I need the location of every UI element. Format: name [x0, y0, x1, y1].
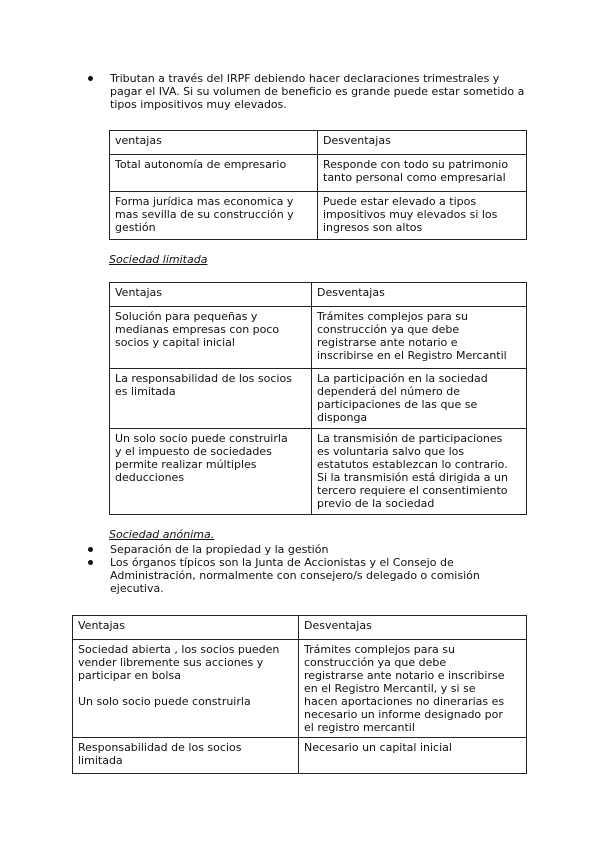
cell-desventaja: Trámites complejos para su construcción ya que debe registrarse ante notario e inscribirse en el Registro Mercantil, y si se hacen aportaciones no dinerarias es necesario un informe designado por el registro mercantil [299, 640, 527, 738]
table-row [110, 369, 527, 429]
header-ventajas: Ventajas [73, 616, 299, 640]
table-header-row [110, 283, 527, 307]
cell-ventaja: Total autonomía de empresario [110, 155, 318, 192]
table-row [110, 307, 527, 369]
heading-sociedad-limitada: Sociedad limitada [109, 253, 208, 266]
cell-desventaja: La transmisión de participaciones es voluntaria salvo que los estatutos establezcan lo contrario. Si la transmisión está dirigida a un tercero requiere el consentimiento previo de la sociedad [312, 429, 527, 515]
cell-desventaja: Responde con todo su patrimonio tanto personal como empresarial [318, 155, 527, 192]
table-row [73, 738, 527, 774]
cell-ventaja: La responsabilidad de los socios es limitada [110, 369, 312, 429]
table-sociedad-limitada [109, 282, 527, 515]
cell-ventaja: Solución para pequeñas y medianas empresas con poco socios y capital inicial [110, 307, 312, 369]
header-desventajas: Desventajas [318, 131, 527, 155]
cell-desventaja: La participación en la sociedad dependerá del número de participaciones de las que se disponga [312, 369, 527, 429]
intro-list [85, 72, 525, 111]
table-header-row [110, 131, 527, 155]
header-desventajas: Desventajas [299, 616, 527, 640]
cell-desventaja: Puede estar elevado a tipos impositivos muy elevados si los ingresos son altos [318, 192, 527, 240]
cell-ventaja: Forma jurídica mas economica y mas sevilla de su construcción y gestión [110, 192, 318, 240]
sa-list [85, 543, 525, 595]
sa-bullet-organos: Los órganos típicos son la Junta de Accionistas y el Consejo de Administración, normalmente con consejero/s delegado o comisión ejecutiva. [85, 556, 525, 595]
table-row [110, 429, 527, 515]
sa-bullet-separacion: Separación de la propiedad y la gestión [85, 543, 525, 556]
cell-ventaja: Un solo socio puede construirla y el impuesto de sociedades permite realizar múltiples deducciones [110, 429, 312, 515]
header-desventajas: Desventajas [312, 283, 527, 307]
cell-ventaja: Sociedad abierta , los socios pueden vender libremente sus acciones y participar en bolsa Un solo socio puede construirla [73, 640, 299, 738]
cell-desventaja: Necesario un capital inicial [299, 738, 527, 774]
table-sociedad-anonima [72, 615, 527, 774]
cell-desventaja: Trámites complejos para su construcción ya que debe registrarse ante notario e inscribirse en el Registro Mercantil [312, 307, 527, 369]
table-row [110, 155, 527, 192]
heading-sociedad-anonima: Sociedad anónima. [109, 528, 215, 541]
intro-bullet: Tributan a través del IRPF debiendo hacer declaraciones trimestrales y pagar el IVA. Si su volumen de beneficio es grande puede estar sometido a tipos impositivos muy elevados. [85, 72, 525, 111]
table-row [110, 192, 527, 240]
table-header-row [73, 616, 527, 640]
header-ventajas: ventajas [110, 131, 318, 155]
table-row [73, 640, 527, 738]
cell-ventaja: Responsabilidad de los socios limitada [73, 738, 299, 774]
table-empresario [109, 130, 527, 240]
header-ventajas: Ventajas [110, 283, 312, 307]
